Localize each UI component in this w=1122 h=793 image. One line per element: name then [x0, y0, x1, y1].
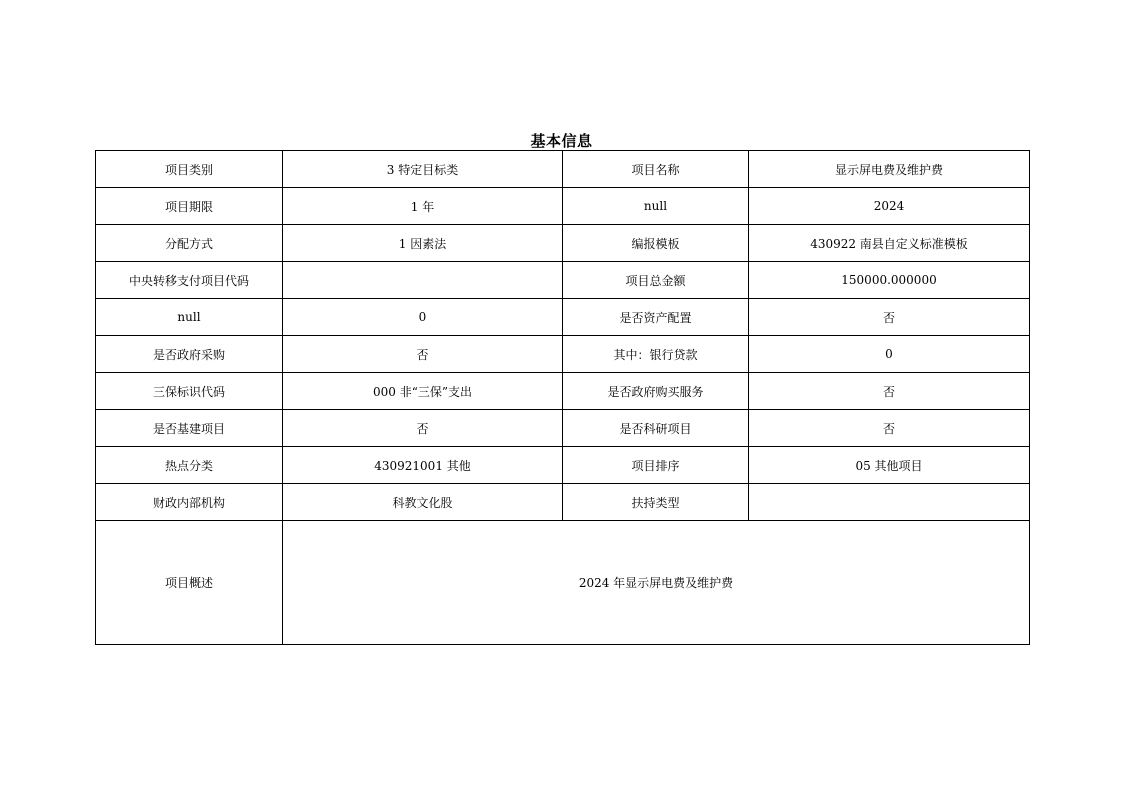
field-label: 其中：银行贷款	[563, 336, 749, 373]
field-value: 否	[749, 373, 1030, 410]
field-label: 是否政府购买服务	[563, 373, 749, 410]
table-row	[96, 447, 1030, 484]
field-label: null	[563, 188, 749, 225]
field-label: 项目期限	[96, 188, 283, 225]
field-value: 0	[749, 336, 1030, 373]
field-label: 三保标识代码	[96, 373, 283, 410]
description-label: 项目概述	[96, 521, 283, 645]
field-value: 430921001 其他	[283, 447, 563, 484]
field-label: 扶持类型	[563, 484, 749, 521]
table-row	[96, 188, 1030, 225]
field-value	[749, 484, 1030, 521]
field-label: 编报模板	[563, 225, 749, 262]
field-value: 150000.000000	[749, 262, 1030, 299]
field-label: 项目总金额	[563, 262, 749, 299]
field-label: 热点分类	[96, 447, 283, 484]
table-row	[96, 410, 1030, 447]
field-label: 项目名称	[563, 151, 749, 188]
table-row	[96, 336, 1030, 373]
field-value: 否	[749, 299, 1030, 336]
field-value: 05 其他项目	[749, 447, 1030, 484]
field-value: 2024	[749, 188, 1030, 225]
field-label: 财政内部机构	[96, 484, 283, 521]
table-row	[96, 262, 1030, 299]
description-row	[96, 521, 1030, 645]
field-label: 项目排序	[563, 447, 749, 484]
table-row	[96, 373, 1030, 410]
field-label: 是否资产配置	[563, 299, 749, 336]
description-value: 2024 年显示屏电费及维护费	[283, 521, 1030, 645]
field-value: 1 因素法	[283, 225, 563, 262]
field-label: 项目类别	[96, 151, 283, 188]
table-row	[96, 484, 1030, 521]
field-value	[283, 262, 563, 299]
field-value: 否	[283, 336, 563, 373]
field-value: 显示屏电费及维护费	[749, 151, 1030, 188]
table-row	[96, 299, 1030, 336]
table-row	[96, 151, 1030, 188]
field-value: 1 年	[283, 188, 563, 225]
field-value: 科教文化股	[283, 484, 563, 521]
field-label: 分配方式	[96, 225, 283, 262]
field-label: 是否科研项目	[563, 410, 749, 447]
table-row	[96, 225, 1030, 262]
field-value: 0	[283, 299, 563, 336]
field-label: 是否政府采购	[96, 336, 283, 373]
field-value: 否	[283, 410, 563, 447]
field-label: 中央转移支付项目代码	[96, 262, 283, 299]
field-value: 否	[749, 410, 1030, 447]
field-value: 3 特定目标类	[283, 151, 563, 188]
field-value: 000 非“三保”支出	[283, 373, 563, 410]
basic-info-table	[95, 150, 1030, 645]
field-value: 430922 南县自定义标准模板	[749, 225, 1030, 262]
page-title: 基本信息	[530, 132, 593, 150]
field-label: 是否基建项目	[96, 410, 283, 447]
field-label: null	[96, 299, 283, 336]
